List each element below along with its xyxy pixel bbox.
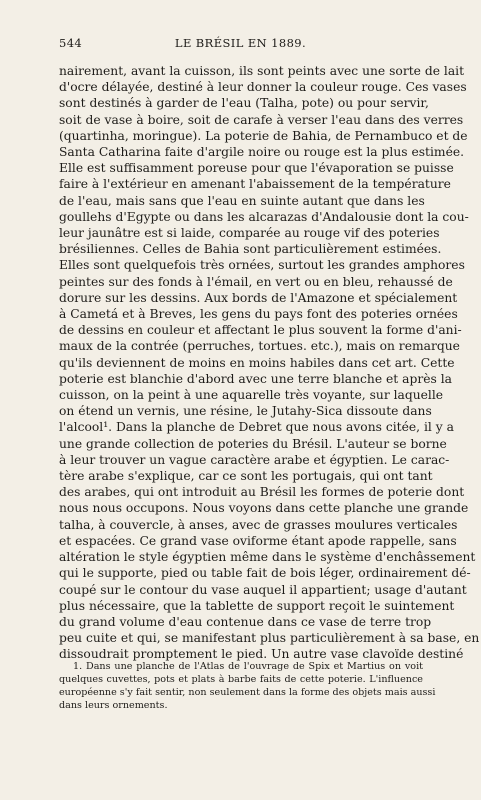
text-line: goullehs d'Egypte ou dans les alcarazas d'Andalousie dont la cou- [59,209,469,224]
text-line: tère arabe s'explique, car ce sont les portugais, qui ont tant [59,469,433,484]
text-line: maux de la contrée (perruches, tortues. etc.), mais on remarque [59,339,460,354]
footnote-line: dans leurs ornements. [59,700,168,711]
text-line: nous nous occupons. Nous voyons dans cette planche une grande [59,501,469,516]
text-line: plus nécessaire, que la tablette de support reçoit le suintement [59,598,455,613]
footnote [59,660,436,712]
text-line: Elles sont quelquefois très ornées, surtout les grandes amphores [59,258,465,273]
text-line: de l'eau, mais sans que l'eau en suinte autant que dans les [59,193,425,208]
text-line: (quartinha, moringue). La poterie de Bahia, de Pernambuco et de [59,128,468,143]
text-line: une grande collection de poteries du Brésil. L'auteur se borne [59,436,447,451]
text-line: de dessins en couleur et affectant le plus souvent la forme d'ani- [59,323,462,338]
footnote-line: européenne s'y fait sentir, non seulement dans la forme des objets mais aussi [59,687,436,698]
footnote-line: 1. Dans une planche de l'Atlas de l'ouvrage de Spix et Martius on voit [73,661,423,672]
text-line: d'ocre délayée, destiné à leur donner la couleur rouge. Ces vases [59,80,467,95]
text-line: des arabes, qui ont introduit au Brésil les formes de poterie dont [59,485,465,500]
text-line: à leur trouver un vague caractère arabe et égyptien. Le carac- [59,452,450,467]
text-line: du grand volume d'eau contenue dans ce vase de terre trop [59,614,432,629]
text-line: dorure sur les dessins. Aux bords de l'Amazone et spécialement [59,290,458,305]
text-line: dissoudrait promptement le pied. Un autre vase clavoïde destiné [59,647,464,662]
text-line: cuisson, on la peint à une aquarelle très voyante, sur laquelle [59,388,444,403]
text-line: leur jaunâtre est si laide, comparée au rouge vif des poteries [59,226,440,241]
text-line: à Cametá et à Breves, les gens du pays font des poteries ornées [59,307,458,322]
text-line: nairement, avant la cuisson, ils sont peints avec une sorte de lait [59,64,465,78]
text-line: poterie est blanchie d'abord avec une terre blanche et après la [59,371,452,386]
text-line: brésiliennes. Celles de Bahia sont particulièrement estimées. [59,242,442,257]
text-line: coupé sur le contour du vase auquel il appartient; usage d'autant [59,582,467,597]
text-line: soit de vase à boire, soit de carafe à verser l'eau dans des verres [59,112,464,127]
running-title: LE BRÉSIL EN 1889. [174,36,307,50]
body-text [59,63,480,663]
text-line: qui le supporte, pied ou table fait de bois léger, ordinairement dé- [59,566,471,581]
footnote-line: quelques cuvettes, pots et plats à barbe faits de cette poterie. L'influence [59,674,423,685]
text-line: peintes sur des fonds à l'émail, en vert ou en bleu, rehaussé de [59,274,453,289]
text-line: talha, à couvercle, à anses, avec de grasses moulures verticales [59,517,458,532]
text-line: et espacées. Ce grand vase oviforme étant apode rappelle, sans [59,533,457,548]
text-line: altération le style égyptien même dans le système d'enchâssement [59,550,476,565]
text-line: Santa Catharina faite d'argile noire ou rouge est la plus estimée. [59,145,465,160]
text-line: qu'ils deviennent de moins en moins habiles dans cet art. Cette [59,355,455,370]
page-number: 544 [59,36,83,50]
text-line: faire à l'extérieur en amenant l'abaissement de la température [59,177,451,192]
text-line: l'alcool¹. Dans la planche de Debret que nous avons citée, il y a [59,420,454,435]
text-line: sont destinés à garder de l'eau (Talha, pote) ou pour servir, [59,96,429,111]
text-line: peu cuite et qui, se manifestant plus particulièrement à sa base, en [59,631,480,646]
text-line: Elle est suffisamment poreuse pour que l'évaporation se puisse [59,161,454,176]
text-line: on étend un vernis, une résine, le Jutahy-Sica dissoute dans [59,404,432,419]
